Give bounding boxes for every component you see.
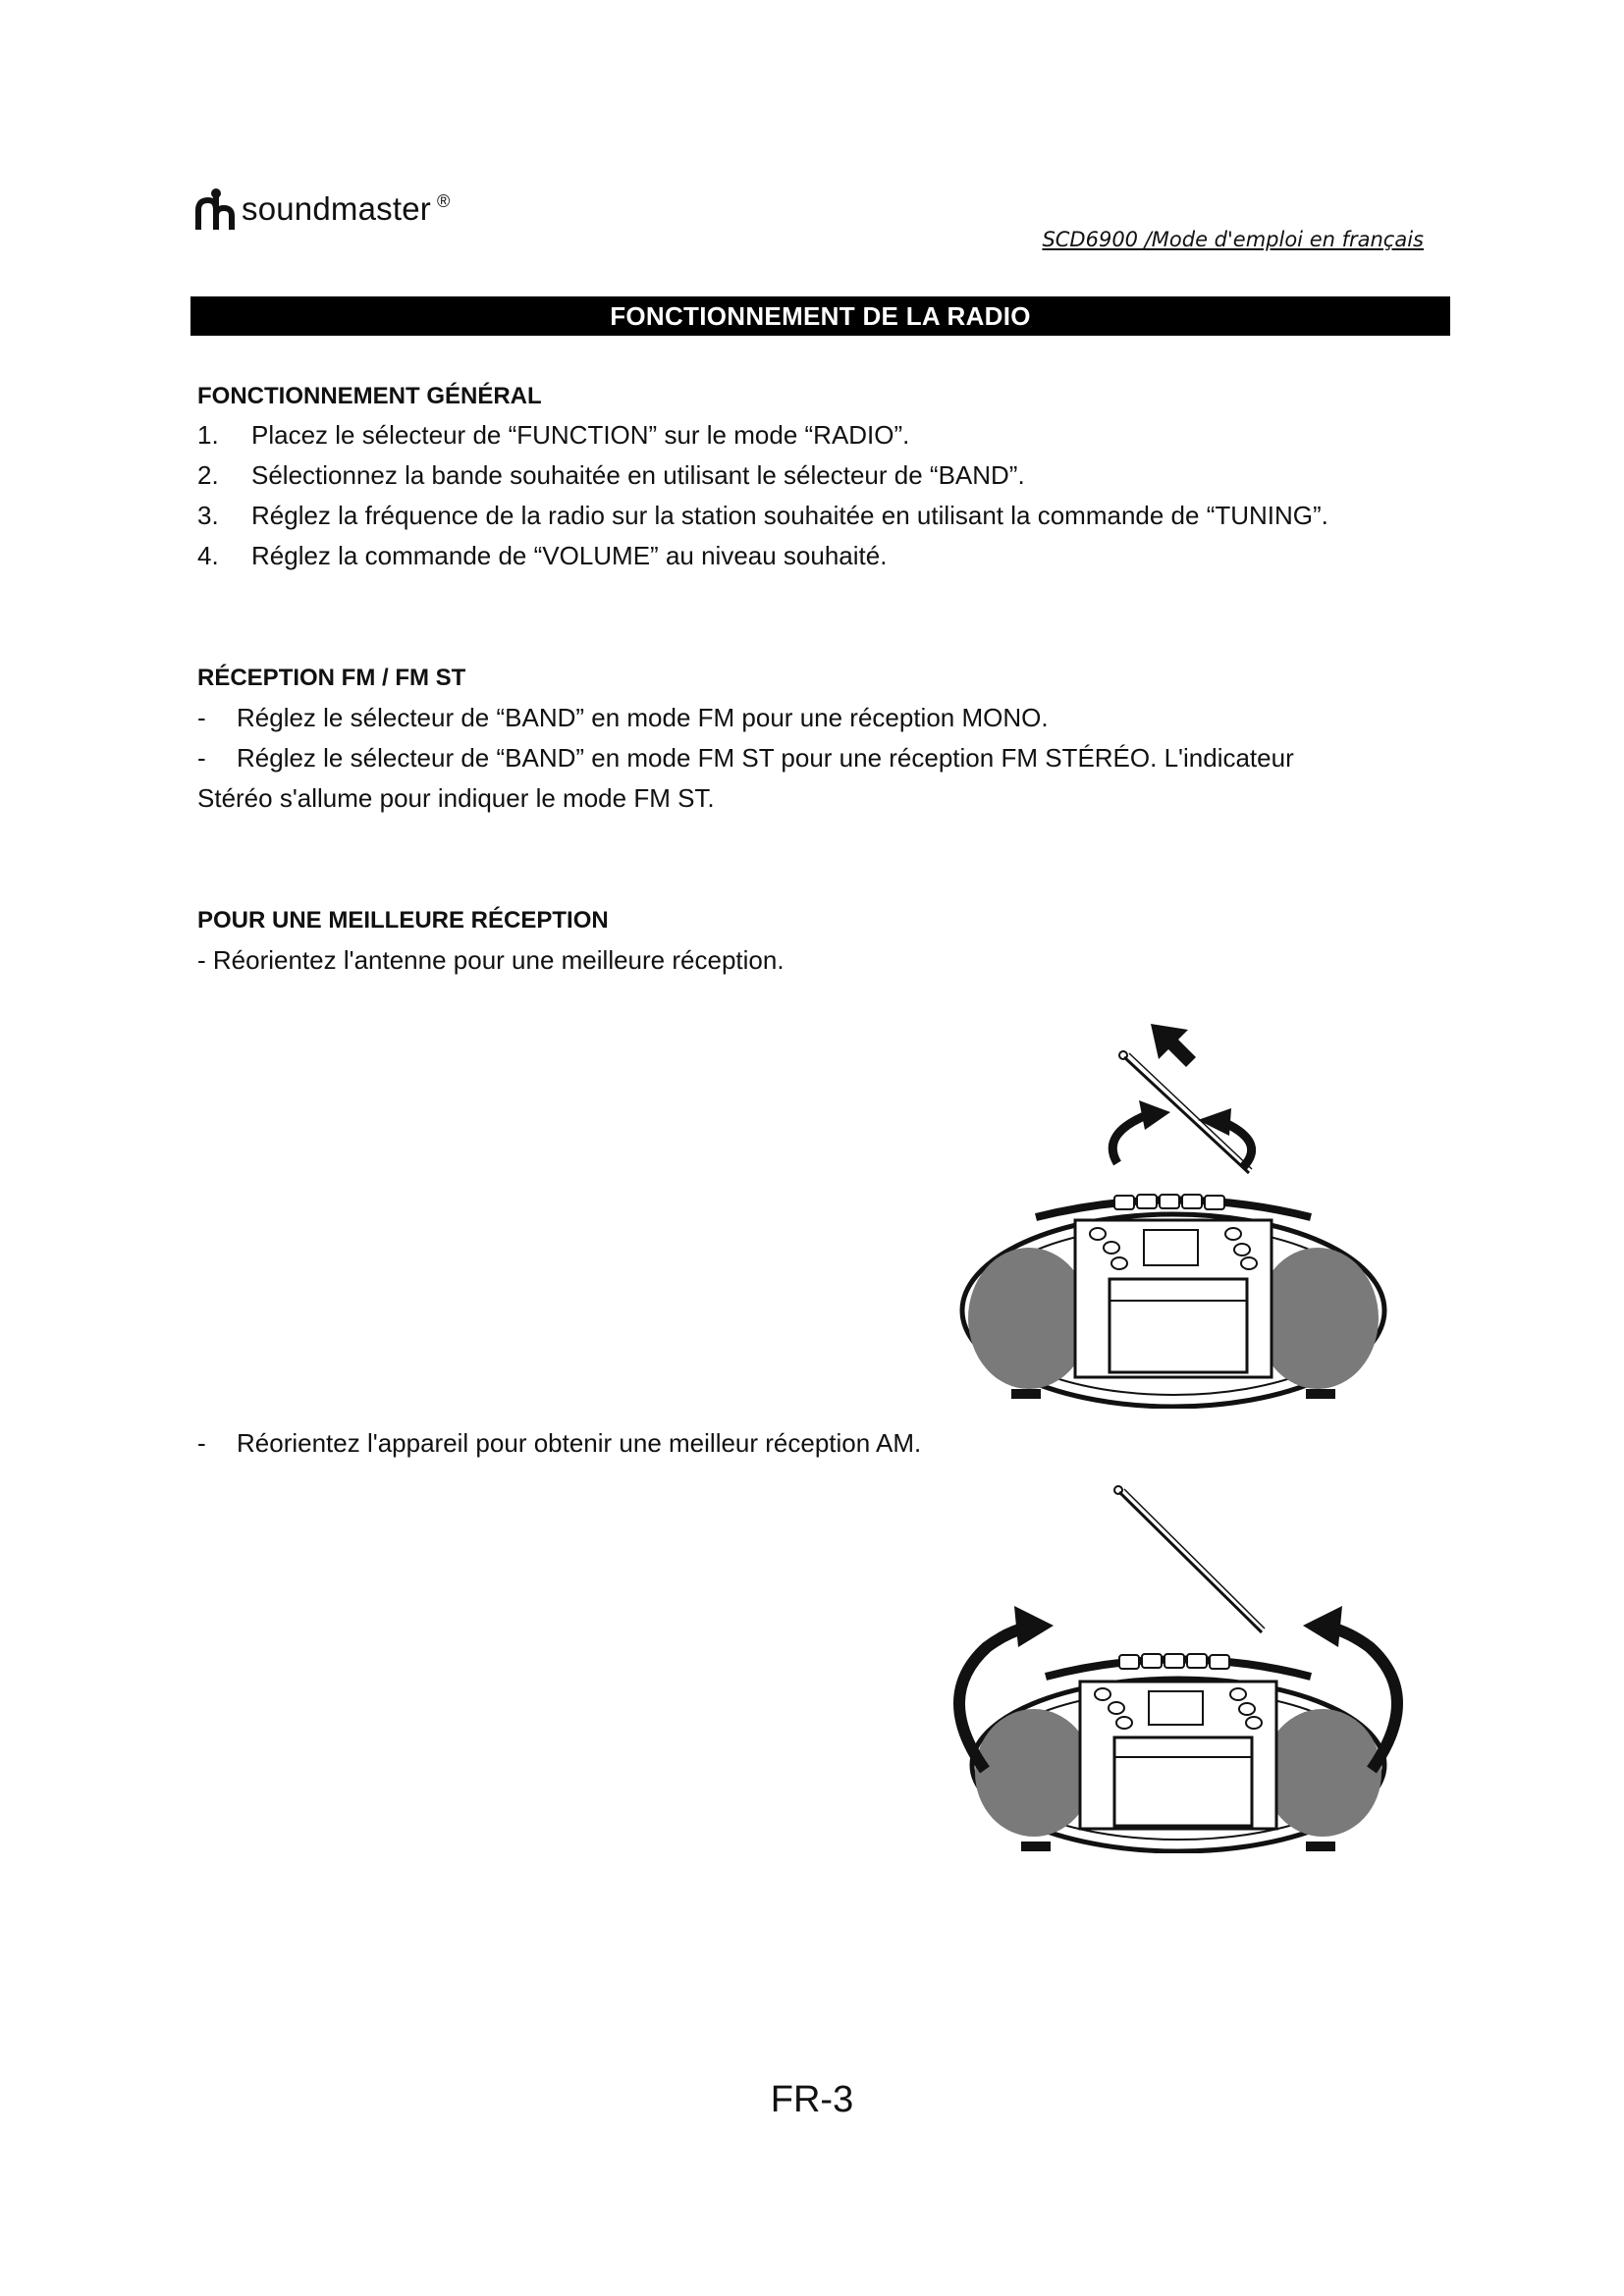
brand-logo (194, 185, 450, 234)
unit-rotation-illustration (928, 1480, 1429, 1853)
general-step-3 (197, 501, 1328, 531)
step-number: 4. (197, 541, 219, 570)
step-text: Sélectionnez la bande souhaitée en utilisant le sélecteur de “BAND”. (251, 460, 1025, 490)
fm-heading: RÉCEPTION FM / FM ST (197, 665, 466, 691)
general-step-2 (197, 460, 1025, 491)
better-reception-heading: POUR UNE MEILLEURE RÉCEPTION (197, 907, 609, 934)
step-number: 3. (197, 501, 219, 530)
fm-item-text: Réglez le sélecteur de “BAND” en mode FM ST pour une réception FM STÉRÉO. L'indicateur (237, 743, 1294, 773)
general-heading: FONCTIONNEMENT GÉNÉRAL (197, 383, 542, 409)
fm-continuation: Stéréo s'allume pour indiquer le mode FM ST. (197, 783, 715, 813)
bullet-dash: - (197, 1428, 206, 1458)
better-reception-text: Réorientez l'appareil pour obtenir une meilleur réception AM. (237, 1428, 922, 1458)
bullet-dash: - (197, 703, 206, 732)
registered-mark: ® (436, 190, 451, 211)
fm-item-text: Réglez le sélecteur de “BAND” en mode FM pour une réception MONO. (237, 703, 1049, 732)
step-number: 1. (197, 420, 219, 450)
better-reception-line-1: - Réorientez l'antenne pour une meilleure réception. (197, 945, 785, 975)
section-title-bar (190, 296, 1450, 336)
better-reception-line-2 (197, 1428, 921, 1459)
general-step-4 (197, 541, 887, 571)
step-text: Réglez la commande de “VOLUME” au niveau souhaité. (251, 541, 888, 570)
step-number: 2. (197, 460, 219, 490)
step-text: Réglez la fréquence de la radio sur la station souhaitée en utilisant la commande de “TUNING”. (251, 501, 1328, 530)
antenna-rotation-illustration (943, 1006, 1394, 1409)
fm-item-1 (197, 703, 1049, 733)
page-number: FR-3 (770, 2079, 854, 2120)
document-reference: SCD6900 /Mode d'emploi en français (1042, 228, 1424, 251)
soundmaster-logo-icon (194, 187, 236, 232)
fm-item-2 (197, 743, 1294, 774)
step-text: Placez le sélecteur de “FUNCTION” sur le mode “RADIO”. (251, 420, 910, 450)
section-title: FONCTIONNEMENT DE LA RADIO (610, 300, 1031, 331)
general-step-1 (197, 420, 909, 451)
brand-name: soundmaster (242, 190, 431, 227)
bullet-dash: - (197, 743, 206, 773)
